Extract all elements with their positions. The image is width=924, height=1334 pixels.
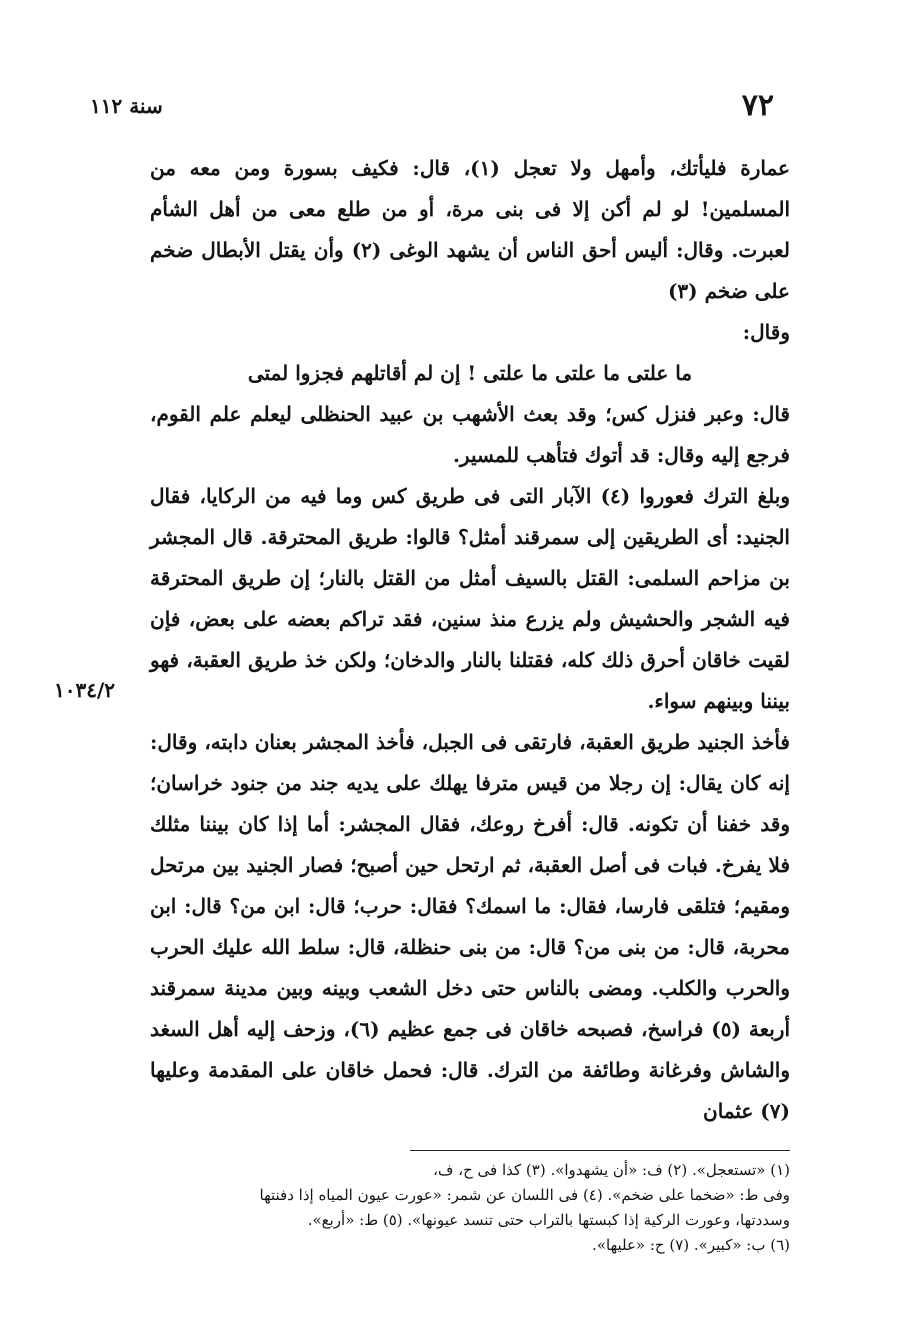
footnotes (150, 1158, 790, 1258)
footnote-line: وفى ط: «ضخما على ضخم». (٤) فى اللسان عن شمر: «عورت عيون المياه إذا دفنتها (259, 1186, 790, 1204)
paragraph: وبلغ الترك فعوروا (٤) الآبار التى فى طريق كس وما فيه من الركايا، فقال الجنيد: أى الطريقين إلى سمرقند أمثل؟ قالوا: طريق المحترقة. قال المجشر بن مزاحم السلمى: القتل بالسيف أمثل من القتل بالنار؛ إن طريق المحترقة فيه الشجر والحشيش ولم يزرع منذ سنين، فقد تراكم بعضه على بعض، فإن لقيت خاقان أحرق ذلك كله، فقتلنا بالنار والدخان؛ ولكن خذ طريق العقبة، فهو بيننا وبينهم سواء. (150, 484, 790, 713)
main-text (150, 148, 790, 1132)
paragraph: قال: وعبر فنزل كس؛ وقد بعث الأشهب بن عبيد الحنظلى ليعلم علم القوم، فرجع إليه وقال: قد أتوك فتأهب للمسير. (150, 402, 790, 467)
paragraph: وقال: (742, 320, 790, 344)
footnote-line: (٦) ب: «كبير». (٧) ح: «عليها». (592, 1236, 790, 1254)
poetry-verse: ما علتى ما علتى ما علتى ! إن لم أقاتلهم فجزوا لمتى (247, 361, 693, 385)
page-header (90, 88, 774, 128)
page-number: ٧٢ (741, 88, 774, 123)
running-head: سنة ١١٢ (90, 94, 163, 118)
paragraph: فأخذ الجنيد طريق العقبة، فارتقى فى الجبل، فأخذ المجشر بعنان دابته، وقال: إنه كان يقال: إن رجلا من قيس مترفا يهلك على يديه جند من جنود خراسان؛ وقد خفنا أن تكونه. قال: أفرخ روعك، فقال المجشر: أما إذا كان بيننا مثلك فلا يفرخ. فبات فى أصل العقبة، ثم ارتحل حين أصبح؛ فصار الجنيد بين مرتحل ومقيم؛ فتلقى فارسا، فقال: ما اسمك؟ فقال: حرب؛ قال: ابن من؟ قال: ابن محربة، قال: من بنى من؟ قال: من بنى حنظلة، قال: سلط الله عليك الحرب والحرب والكلب. ومضى بالناس حتى دخل الشعب وبينه وبين مدينة سمرقند أربعة (٥) فراسخ، فصبحه خاقان فى جمع عظيم (٦)، وزحف إليه أهل السغد والشاش وفرغانة وطائفة من الترك. قال: فحمل خاقان على المقدمة وعليها (٧) عثمان (150, 730, 791, 1123)
paragraph: عمارة فليأتك، وأمهل ولا تعجل (١)، قال: فكيف بسورة ومن معه من المسلمين! لو لم أكن إلا فى بنى مرة، أو من طلع معى من أهل الشأم لعبرت. وقال: أليس أحق الناس أن يشهد الوغى (٢) وأن يقتل الأبطال ضخم على ضخم (٣) (150, 156, 790, 303)
margin-reference: ١٠٣٤/٢ (54, 678, 116, 702)
footnote-line: وسددتها، وعورت الركية إذا كبستها بالتراب حتى تنسد عيونها». (٥) ط: «أربع». (307, 1211, 790, 1229)
footnote-line: (١) «تستعجل». (٢) ف: «أن يشهدوا». (٣) كذا فى ح، ف، (433, 1161, 790, 1179)
footnote-divider (410, 1150, 790, 1151)
